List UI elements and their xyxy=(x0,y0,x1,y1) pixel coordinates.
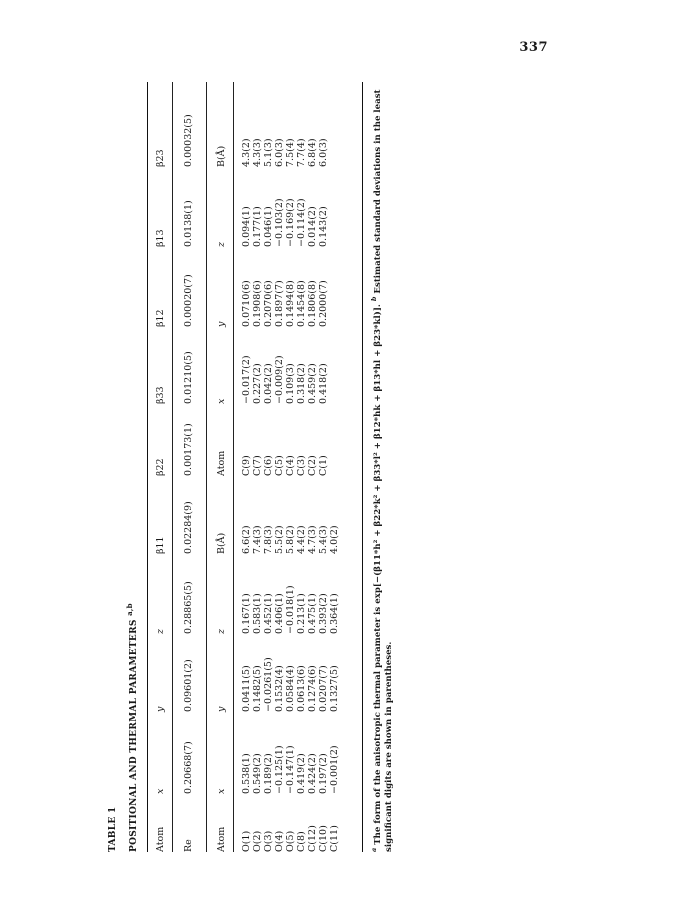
left-y-column xyxy=(241,657,340,712)
right-atom-column-value: C(5) xyxy=(274,455,285,476)
left-y-column-value: 0.0613(6) xyxy=(296,665,307,712)
table-caption xyxy=(126,603,139,852)
rotated-table-container xyxy=(108,82,448,852)
left-z-column-value: 0.167(1) xyxy=(241,593,252,634)
right-z-column-value: 0.094(1) xyxy=(241,206,252,247)
left-z-column-value: 0.364(1) xyxy=(329,593,340,634)
left-y-column-value: −0.0261(5) xyxy=(263,657,274,712)
right-x-column-value: 0.418(2) xyxy=(318,363,329,404)
right-atom-column-value: C(7) xyxy=(252,455,263,476)
left-b-column-value: 7.8(3) xyxy=(263,525,274,554)
left-b-column-value: 4.4(2) xyxy=(296,525,307,554)
right-z-column-value: 0.046(1) xyxy=(263,206,274,247)
left-atom-column-value: O(4) xyxy=(274,830,285,852)
left-b-column-value: 4.0(2) xyxy=(329,525,340,554)
footnote-b-mark: b xyxy=(370,296,378,302)
right-z-column-value: 0.177(1) xyxy=(252,206,263,247)
header2-cell-5: Atom xyxy=(216,450,227,476)
left-x-column-value: −0.147(1) xyxy=(285,745,296,794)
re-row-cell-2: 0.09601(2) xyxy=(183,659,194,712)
left-atom-column-value: C(11) xyxy=(329,825,340,852)
right-b-column-value: 4.3(2) xyxy=(241,138,252,167)
left-y-column-value: 0.0411(5) xyxy=(241,665,252,712)
left-atom-column-value: O(1) xyxy=(241,830,252,852)
header2-cell-4: B(Å) xyxy=(216,532,227,554)
table-caption-text: POSITIONAL AND THERMAL PARAMETERS xyxy=(129,619,139,852)
left-atom-column-value: C(10) xyxy=(318,825,329,852)
re-row-cell-4: 0.02284(9) xyxy=(183,501,194,554)
table-caption-marks: a,b xyxy=(125,603,134,616)
header2-cell-6: x xyxy=(216,398,227,404)
left-z-column-value: 0.213(1) xyxy=(296,593,307,634)
left-atom-column-value: C(12) xyxy=(307,825,318,852)
header1-rule xyxy=(172,82,173,852)
left-x-column-value: 0.419(2) xyxy=(296,753,307,794)
table-bottom-rule xyxy=(362,82,363,852)
right-b-column-value: 5.1(3) xyxy=(263,138,274,167)
header1-cell-4: β11 xyxy=(155,536,166,554)
left-x-column-value: 0.549(2) xyxy=(252,753,263,794)
right-z-column-value: −0.169(2) xyxy=(285,198,296,247)
left-y-column-value: 0.1327(5) xyxy=(329,665,340,712)
right-atom-column-value: C(3) xyxy=(296,455,307,476)
left-atom-column-value: O(3) xyxy=(263,830,274,852)
right-x-column-value: 0.318(2) xyxy=(296,363,307,404)
right-b-column xyxy=(241,138,329,167)
re-row-cell-5: 0.00173(1) xyxy=(183,423,194,476)
left-z-column-value: 0.452(1) xyxy=(263,593,274,634)
header2-cell-7: y xyxy=(216,321,227,327)
right-y-column-value: 0.1908(6) xyxy=(252,280,263,327)
left-b-column-value: 5.4(3) xyxy=(318,525,329,554)
left-x-column-value: −0.125(1) xyxy=(274,745,285,794)
footnote-line2: significant digits are shown in parentheses. xyxy=(384,641,394,852)
page-number: 337 xyxy=(519,40,548,55)
left-y-column-value: 0.1482(5) xyxy=(252,665,263,712)
right-z-column-value: 0.014(2) xyxy=(307,206,318,247)
left-atom-column-value: O(2) xyxy=(252,830,263,852)
left-y-column-value: 0.0584(4) xyxy=(285,665,296,712)
re-row-cell-6: 0.01210(5) xyxy=(183,351,194,404)
left-b-column-value: 5.5(2) xyxy=(274,525,285,554)
left-z-column-value: 0.406(1) xyxy=(274,593,285,634)
right-x-column-value: 0.109(3) xyxy=(285,363,296,404)
left-atom-column-value: O(5) xyxy=(285,830,296,852)
left-y-column-value: 0.1532(4) xyxy=(274,665,285,712)
right-atom-column-value: C(2) xyxy=(307,455,318,476)
left-x-column-value: 0.189(2) xyxy=(263,753,274,794)
left-x-column-value: 0.538(1) xyxy=(241,753,252,794)
right-x-column-value: 0.042(2) xyxy=(263,363,274,404)
re-row-cell-7: 0.00020(7) xyxy=(183,274,194,327)
right-x-column-value: −0.009(2) xyxy=(274,355,285,404)
header1-cell-5: β22 xyxy=(155,458,166,476)
header1-cell-6: β33 xyxy=(155,386,166,404)
left-atom-column-value: C(8) xyxy=(296,831,307,852)
re-row-rule xyxy=(206,82,207,852)
right-y-column-value: 0.2000(7) xyxy=(318,280,329,327)
left-y-column-value: 0.1274(6) xyxy=(307,665,318,712)
re-row-cell-3: 0.28865(5) xyxy=(183,581,194,634)
left-b-column-value: 7.4(3) xyxy=(252,525,263,554)
right-atom-column-value: C(6) xyxy=(263,455,274,476)
header1-cell-9: β23 xyxy=(155,149,166,167)
table-title: TABLE 1 xyxy=(108,806,118,852)
right-y-column-value: 0.2070(6) xyxy=(263,280,274,327)
re-row-cell-1: 0.20668(7) xyxy=(183,741,194,794)
table-top-rule xyxy=(147,82,148,852)
header1-cell-3: z xyxy=(155,628,166,634)
right-b-column-value: 7.7(4) xyxy=(296,138,307,167)
right-b-column-value: 7.5(4) xyxy=(285,138,296,167)
header2-cell-2: y xyxy=(216,706,227,712)
right-y-column-value: 0.1806(8) xyxy=(307,280,318,327)
right-x-column-value: 0.227(2) xyxy=(252,363,263,404)
re-row-cell-8: 0.0138(1) xyxy=(183,200,194,247)
right-z-column xyxy=(241,198,329,247)
right-x-column-value: −0.017(2) xyxy=(241,355,252,404)
left-x-column xyxy=(241,745,340,794)
left-y-column-value: 0.0207(7) xyxy=(318,665,329,712)
header1-cell-8: β13 xyxy=(155,229,166,247)
right-y-column-value: 0.0710(6) xyxy=(241,280,252,327)
right-z-column-value: −0.114(2) xyxy=(296,198,307,247)
header1-cell-7: β12 xyxy=(155,309,166,327)
right-atom-column xyxy=(241,455,329,476)
header2-rule xyxy=(233,82,234,852)
header2-cell-1: x xyxy=(216,788,227,794)
left-z-column-value: 0.583(1) xyxy=(252,593,263,634)
right-b-column-value: 4.3(3) xyxy=(252,138,263,167)
right-z-column-value: 0.143(2) xyxy=(318,206,329,247)
left-x-column-value: 0.197(2) xyxy=(318,753,329,794)
header1-cell-1: x xyxy=(155,788,166,794)
left-x-column-value: 0.424(2) xyxy=(307,753,318,794)
right-x-column xyxy=(241,355,329,404)
right-y-column-value: 0.1494(8) xyxy=(285,280,296,327)
left-z-column xyxy=(241,585,340,634)
right-b-column-value: 6.0(3) xyxy=(318,138,329,167)
right-atom-column-value: C(1) xyxy=(318,455,329,476)
left-atom-column xyxy=(241,825,340,852)
left-b-column-value: 6.6(2) xyxy=(241,525,252,554)
footnote-line1 xyxy=(370,84,384,852)
header2-cell-0: Atom xyxy=(216,826,227,852)
header2-cell-9: B(Å) xyxy=(216,145,227,167)
left-b-column-value: 5.8(2) xyxy=(285,525,296,554)
footnote-a-mark: a xyxy=(370,847,378,852)
header1-cell-0: Atom xyxy=(155,826,166,852)
right-atom-column-value: C(4) xyxy=(285,455,296,476)
right-y-column-value: 0.1897(7) xyxy=(274,280,285,327)
left-z-column-value: −0.018(1) xyxy=(285,585,296,634)
right-b-column-value: 6.0(3) xyxy=(274,138,285,167)
left-z-column-value: 0.475(1) xyxy=(307,593,318,634)
header2-cell-8: z xyxy=(216,241,227,247)
right-atom-column-value: C(9) xyxy=(241,455,252,476)
right-y-column-value: 0.1454(8) xyxy=(296,280,307,327)
footnote-b-text: Estimated standard deviations in the least xyxy=(372,89,383,294)
re-row-cell-0: Re xyxy=(183,839,194,852)
left-x-column-value: −0.001(2) xyxy=(329,745,340,794)
right-b-column-value: 6.8(4) xyxy=(307,138,318,167)
left-b-column-value: 4.7(3) xyxy=(307,525,318,554)
re-row-cell-9: 0.00032(5) xyxy=(183,114,194,167)
right-y-column xyxy=(241,280,329,327)
header2-cell-3: z xyxy=(216,628,227,634)
header1-cell-2: y xyxy=(155,706,166,712)
right-z-column-value: −0.103(2) xyxy=(274,198,285,247)
left-b-column xyxy=(241,525,340,554)
right-x-column-value: 0.459(2) xyxy=(307,363,318,404)
footnote-a-text: The form of the anisotropic thermal parameter is exp[−(β11*h² + β22*k² + β33*l² + β12*hk + β13*hl + β23*kl)]. xyxy=(372,304,383,845)
left-z-column-value: 0.393(2) xyxy=(318,593,329,634)
